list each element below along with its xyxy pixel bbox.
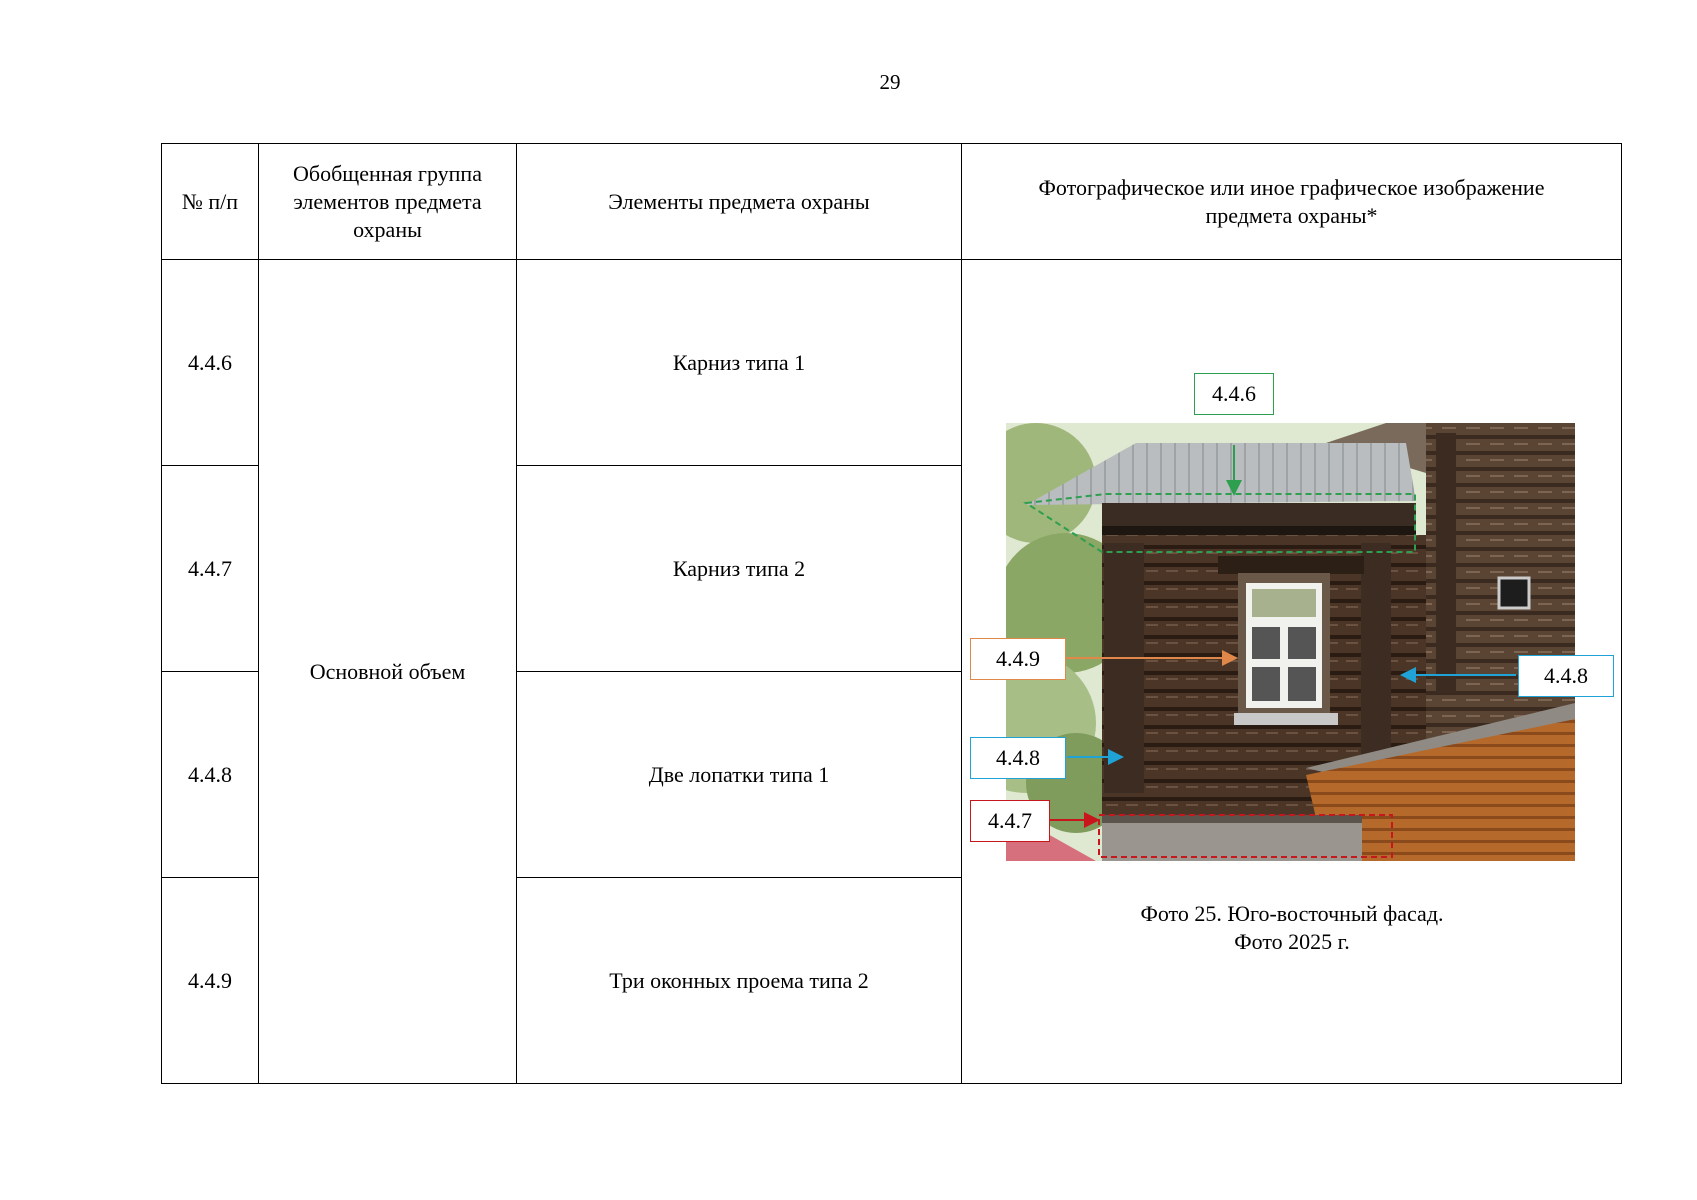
header-image-text: Фотографическое или иное графическое изображение предмета охраны* [1038,174,1545,228]
header-image [962,144,1622,260]
callout-4-4-6: 4.4.6 [1194,373,1274,415]
header-num: № п/п [162,144,259,260]
header-group-text: Обобщенная группа элементов предмета охраны [293,160,482,242]
table-header-row [162,144,1622,260]
callout-4-4-7: 4.4.7 [970,800,1050,842]
row-num: 4.4.9 [162,878,259,1084]
caption-line-1: Фото 25. Юго-восточный фасад. [1140,901,1444,926]
row-num: 4.4.6 [162,260,259,466]
protection-table [161,143,1622,1084]
row-element: Три оконных проема типа 2 [517,878,962,1084]
row-element: Карниз типа 1 [517,260,962,466]
figure [962,260,1622,1080]
callout-4-4-9: 4.4.9 [970,638,1066,680]
callout-4-4-8-right: 4.4.8 [1518,655,1614,697]
page-number: 29 [879,70,901,94]
group-cell: Основной объем [259,260,517,1084]
row-element: Две лопатки типа 1 [517,672,962,878]
figure-cell [962,260,1622,1084]
row-num: 4.4.7 [162,466,259,672]
table-row [162,260,1622,466]
row-num: 4.4.8 [162,672,259,878]
header-elements: Элементы предмета охраны [517,144,962,260]
header-group [259,144,517,260]
row-element: Карниз типа 2 [517,466,962,672]
photo-caption [962,900,1622,956]
highlight-4-4-7 [1099,815,1392,857]
caption-line-2: Фото 2025 г. [1234,929,1350,954]
highlight-4-4-6 [1026,494,1415,552]
callout-4-4-8-left: 4.4.8 [970,737,1066,779]
